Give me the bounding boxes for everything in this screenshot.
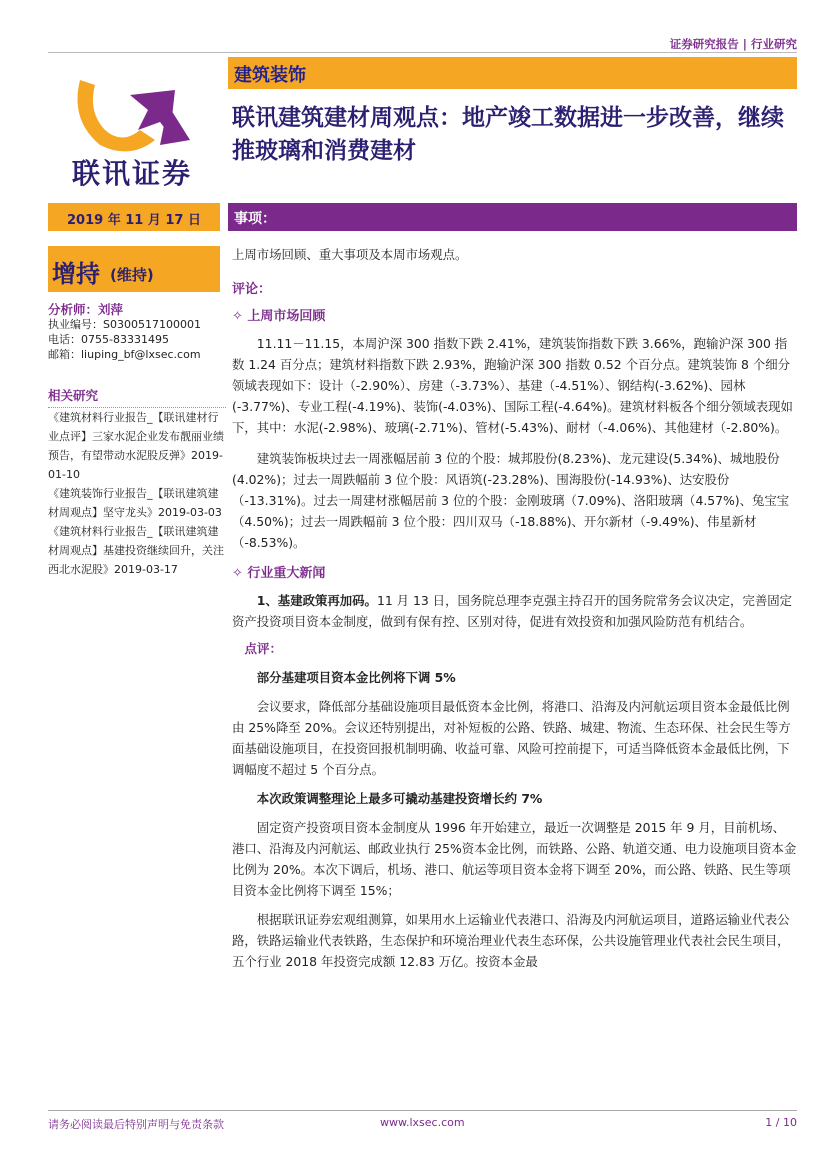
comments-label: 评论： <box>232 282 272 297</box>
news-paragraph: 固定资产投资项目资本金制度从 1996 年开始建立，最近一次调整是 2015 年 9 月，目前机场、港口、沿海及内河航运、邮政业执行 25%资本金比例，而铁路、公路、轨道交通、电力设施项目资本金比例为 20%。本次下调后，机场、港口、航运等项目资本金将下调至 20%，而公路、铁路、民生等项目资本金比例将下调至 15%； <box>232 820 797 898</box>
rating-main: 增持 <box>52 260 100 288</box>
analyst-info <box>48 302 226 362</box>
news-bold-lead: 1、基建政策再加码。 <box>256 593 377 608</box>
footer-disclaimer[interactable]: 请务必阅读最后特别声明与免责条款 <box>48 1118 224 1131</box>
header-divider <box>48 52 797 53</box>
events-bar <box>228 203 797 231</box>
market-heading: ✧ 上周市场回顾 <box>232 309 326 324</box>
related-item[interactable]: 《建筑材料行业报告_【联讯建材行业点评】三家水泥企业发布靓丽业绩预告，有望带动水泥股反弹》2019-01-10 <box>48 411 224 481</box>
analyst-email: 邮箱：liuping_bf@lxsec.com <box>48 348 201 361</box>
events-label: 事项： <box>234 211 276 227</box>
related-item[interactable]: 《建筑材料行业报告_【联讯建筑建材周观点】基建投资继续回升，关注西北水泥股》2019-03-17 <box>48 525 224 576</box>
related-item[interactable]: 《建筑装饰行业报告_【联讯建筑建材周观点】坚守龙头》2019-03-03 <box>48 487 222 519</box>
subheading: 本次政策调整理论上最多可撬动基建投资增长约 7% <box>256 791 543 806</box>
news-paragraph: 1、基建政策再加码。11 月 13 日，国务院总理李克强主持召开的国务院常务会议决定，完善固定资产投资项目资本金制度，做到有保有控、区别对待，促进有效投资和加强风险防范有机结合。 <box>232 593 793 629</box>
logo-text: 联讯证券 <box>72 157 193 190</box>
footer-divider <box>48 1110 797 1111</box>
rating-box <box>48 246 220 292</box>
main-content <box>232 244 797 972</box>
related-research <box>48 386 226 579</box>
market-paragraph: 建筑装饰板块过去一周涨幅居前 3 位的个股：城邦股份(8.23%)、龙元建设(5.34%)、城地股份(4.02%)；过去一周跌幅前 3 位个股：风语筑(-23.28%)、围海股份(-14.93%)、达安股份（-13.31%)。过去一周建材涨幅居前 3 位的个股：金刚玻璃（7.09%)、洛阳玻璃（4.57%)、兔宝宝（4.50%)；过去一周跌幅前 3 位个股：四川双马（-18.88%)、开尔新材（-9.49%)、伟星新材（-8.53%)。 <box>232 451 790 550</box>
analyst-phone: 电话：0755-83331495 <box>48 333 169 346</box>
subheading: 部分基建项目资本金比例将下调 5% <box>256 670 456 685</box>
related-heading: 相关研究 <box>48 388 99 403</box>
news-paragraph: 根据联讯证券宏观组测算，如果用水上运输业代表港口、沿海及内河航运项目，道路运输业代表公路，铁路运输业代表铁路，生态保护和环境治理业代表生态环保，公共设施管理业代表社会民生项目，五个行业 2018 年投资完成额 12.83 万亿。按资本金最 <box>232 912 790 969</box>
news-heading: ✧ 行业重大新闻 <box>232 566 326 581</box>
company-logo <box>60 60 210 190</box>
events-text: 上周市场回顾、重大事项及本周市场观点。 <box>232 247 468 262</box>
review-label: 点评： <box>244 641 283 656</box>
report-date: 2019 年 11 月 17 日 <box>67 213 201 228</box>
page-number: 1 / 10 <box>765 1116 797 1129</box>
rating-sub: (维持) <box>110 266 154 284</box>
report-type-tag: 证券研究报告 | 行业研究 <box>669 37 797 51</box>
analyst-name: 分析师：刘萍 <box>48 302 124 317</box>
analyst-license: 执业编号：S0300517100001 <box>48 318 201 331</box>
market-paragraph: 11.11－11.15，本周沪深 300 指数下跌 2.41%，建筑装饰指数下跌 3.66%，跑输沪深 300 指数 1.24 百分点；建筑材料指数下跌 2.93%，跑输沪深 300 指数 0.52 个百分点。建筑装饰 8 个细分领域表现如下：设计（-2.90%）、房建（-3.73%）、基建（-4.51%）、钢结构(-3.62%)、园林(-3.77%)、专业工程(-4.19%)、装饰(-4.03%)、国际工程(-4.64%)。建筑材料板各个细分领域表现如下，其中：水泥(-2.98%)、玻璃(-2.71%)、管材(-5.43%)、耐材（-4.06%)、其他建材（-2.80%)。 <box>232 336 793 435</box>
sector-label: 建筑装饰 <box>234 65 306 86</box>
news-paragraph: 会议要求，降低部分基础设施项目最低资本金比例，将港口、沿海及内河航运项目资本金最低比例由 25%降至 20%。会议还特别提出，对补短板的公路、铁路、城建、物流、生态环保、社会民生等方面基础设施项目，在投资回报机制明确、收益可靠、风险可控前提下，可适当降低资本金最低比例，下调幅度不超过 5 个百分点。 <box>232 699 791 777</box>
sector-bar <box>228 57 797 89</box>
footer-website[interactable]: www.lxsec.com <box>380 1116 465 1129</box>
report-title: 联讯建筑建材周观点：地产竣工数据进一步改善，继续推玻璃和消费建材 <box>232 105 784 164</box>
date-box <box>48 203 220 231</box>
